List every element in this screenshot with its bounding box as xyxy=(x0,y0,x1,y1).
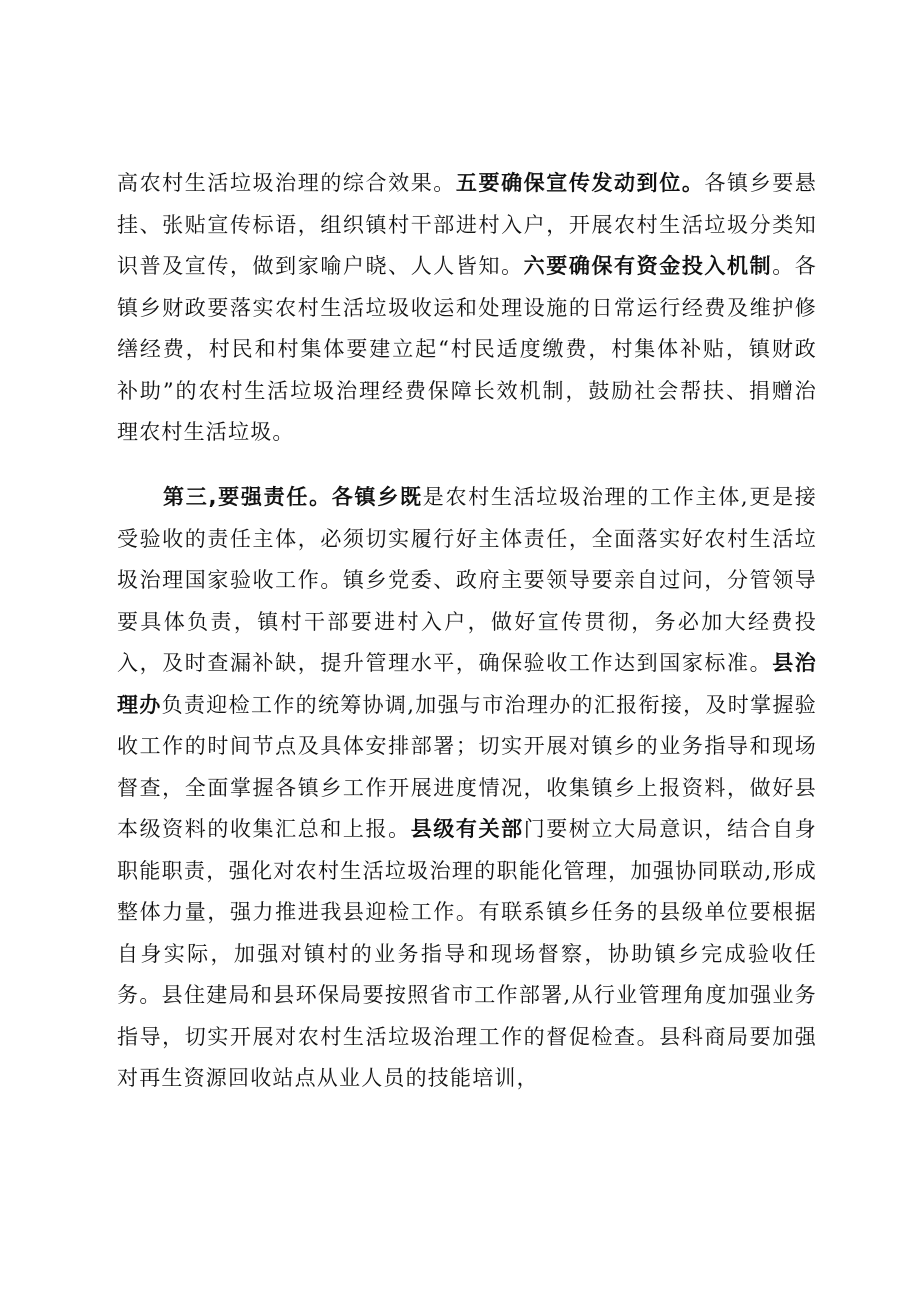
paragraph-funding xyxy=(117,163,817,454)
heading-county-office: 县治理办 xyxy=(117,651,817,717)
heading-funding: 六要确保有资金投入机制 xyxy=(523,254,773,278)
paragraph-2 xyxy=(117,477,817,1100)
heading-publicity: 五要确保宣传发动到位。 xyxy=(455,171,705,195)
heading-responsibility: 第三,要强责任。各镇乡既 xyxy=(163,485,423,509)
text-run: 各镇乡要悬挂、张贴宣传标语，组织镇村干部进村入户，开展农村生活垃圾分类知识普及宣传，做到家喻户晓、人人皆知。 xyxy=(117,171,818,278)
paragraph-responsibility xyxy=(117,477,817,1100)
heading-county-departments: 县级有关部 xyxy=(410,817,524,841)
text-run: 高农村生活垃圾治理的综合效果。 xyxy=(117,171,456,195)
text-run: 负责迎检工作的统筹协调,加强与市治理办的汇报衔接，及时掌握验收工作的时间节点及具体安排部署；切实开展对镇乡的业务指导和现场督查，全面掌握各镇乡工作开展进度情况，收集镇乡上报资料，做好县本级资料的收集汇总和上报。 xyxy=(117,692,817,841)
text-run: 门要树立大局意识，结合自身职能职责，强化对农村生活垃圾治理的职能化管理，加强协同联动,形成整体力量，强力推进我县迎检工作。有联系镇乡任务的县级单位要根据自身实际，加强对镇村的业务指导和现场督察，协助镇乡完成验收任务。县住建局和县环保局要按照省市工作部署,从行业管理角度加强业务指导，切实开展对农村生活垃圾治理工作的督促检查。县科商局要加强对再生资源回收站点从业人员的技能培训， xyxy=(117,817,817,1090)
paragraph-1 xyxy=(117,163,817,454)
text-run: 。各镇乡财政要落实农村生活垃圾收运和处理设施的日常运行经费及维护修缮经费，村民和村集体要建立起“村民适度缴费，村集体补贴，镇财政补助”的农村生活垃圾治理经费保障长效机制，鼓励社会帮扶、捐赠治理农村生活垃圾。 xyxy=(117,254,817,444)
text-run: 是农村生活垃圾治理的工作主体,更是接受验收的责任主体，必须切实履行好主体责任，全面落实好农村生活垃圾治理国家验收工作。镇乡党委、政府主要领导要亲自过问，分管领导要具体负责，镇村干部要进村入户，做好宣传贯彻，务必加大经费投入，及时查漏补缺，提升管理水平，确保验收工作达到国家标准。 xyxy=(117,485,817,675)
